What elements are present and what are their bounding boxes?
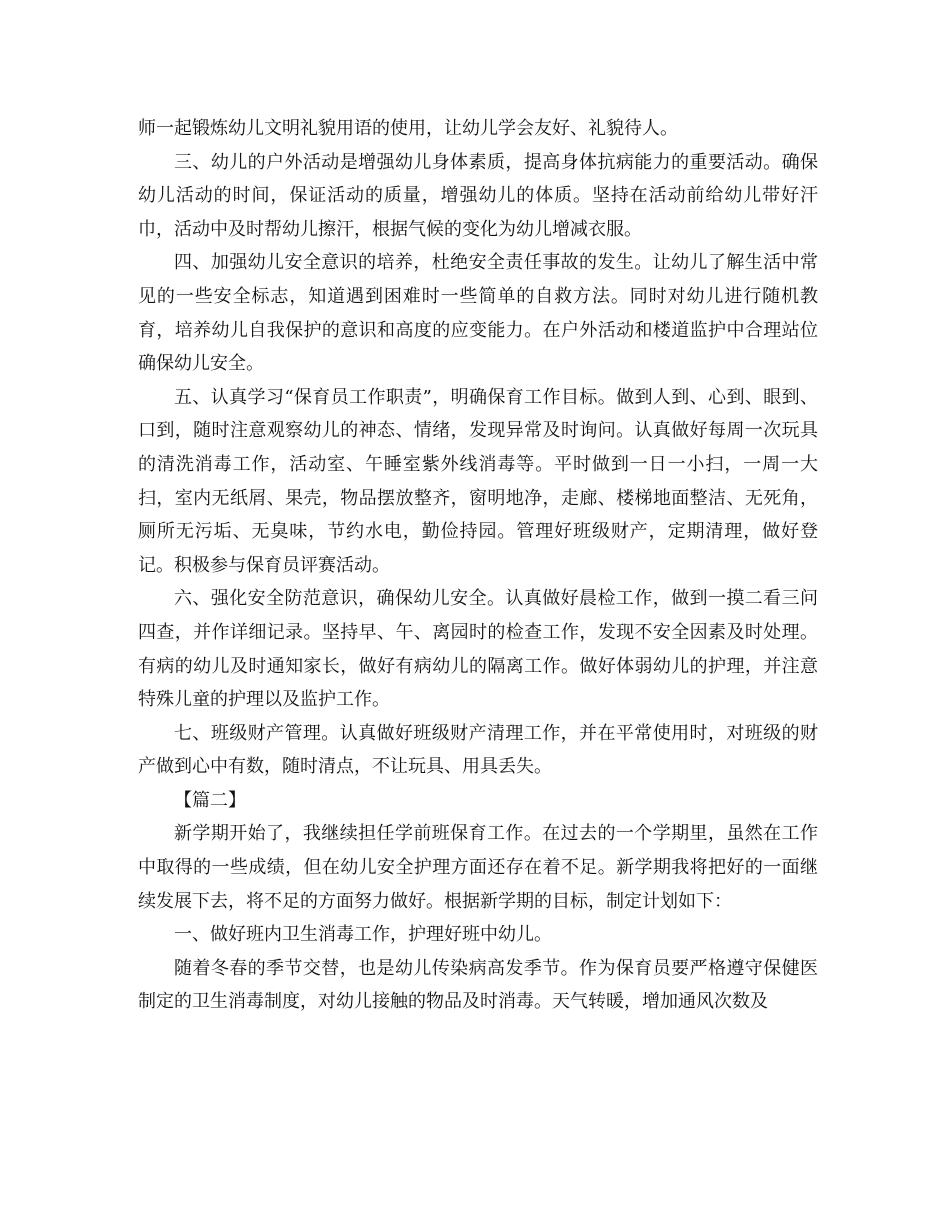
document-body: [138, 112, 818, 1019]
paragraph-property-management: 七、班级财产管理。认真做好班级财产清理工作，并在平常使用时，对班级的财产做到心中有数，随时清点，不让玩具、用具丢失。: [138, 722, 818, 778]
paragraph-outdoor-activities: 三、幼儿的户外活动是增强幼儿身体素质，提高身体抗病能力的重要活动。确保幼儿活动的时间，保证活动的质量，增强幼儿的体质。坚持在活动前给幼儿带好汗巾，活动中及时帮幼儿擦汗，根据气候的变化为幼儿增减衣服。: [138, 151, 818, 240]
paragraph-hygiene-heading: 一、做好班内卫生消毒工作，护理好班中幼儿。: [174, 924, 552, 946]
paragraph-new-semester: 新学期开始了，我继续担任学前班保育工作。在过去的一个学期里，虽然在工作中取得的一些成绩，但在幼儿安全护理方面还存在着不足。新学期我将把好的一面继续发展下去，将不足的方面努力做好。根据新学期的目标，制定计划如下：: [138, 823, 818, 912]
paragraph-season-change: 随着冬春的季节交替，也是幼儿传染病高发季节。作为保育员要严格遵守保健医制定的卫生消毒制度，对幼儿接触的物品及时消毒。天气转暖，增加通风次数及: [138, 957, 818, 1013]
paragraph-safety-prevention: 六、强化安全防范意识，确保幼儿安全。认真做好晨检工作，做到一摸二看三问四查，并作详细记录。坚持早、午、离园时的检查工作，发现不安全因素及时处理。有病的幼儿及时通知家长，做好有病幼儿的隔离工作。做好体弱幼儿的护理，并注意特殊儿童的护理以及监护工作。: [138, 588, 818, 711]
paragraph-continuation: 师一起锻炼幼儿文明礼貌用语的使用，让幼儿学会友好、礼貌待人。: [138, 118, 678, 139]
paragraph-duties-study: 五、认真学习“保育员工作职责”，明确保育工作目标。做到人到、心到、眼到、口到，随时注意观察幼儿的神态、情绪，发现异常及时询问。认真做好每周一次玩具的清洗消毒工作，活动室、午睡室紫外线消毒等。平时做到一日一小扫，一周一大扫，室内无纸屑、果壳，物品摆放整齐，窗明地净，走廊、楼梯地面整洁、无死角，厕所无污垢、无臭味，节约水电，勤俭持园。管理好班级财产，定期清理，做好登记。积极参与保育员评赛活动。: [138, 386, 818, 576]
section-heading-part-two: 【篇二】: [174, 789, 246, 811]
paragraph-safety-awareness: 四、加强幼儿安全意识的培养，杜绝安全责任事故的发生。让幼儿了解生活中常见的一些安全标志，知道遇到困难时一些简单的自救方法。同时对幼儿进行随机教育，培养幼儿自我保护的意识和高度的应变能力。在户外活动和楼道监护中合理站位确保幼儿安全。: [138, 252, 818, 375]
